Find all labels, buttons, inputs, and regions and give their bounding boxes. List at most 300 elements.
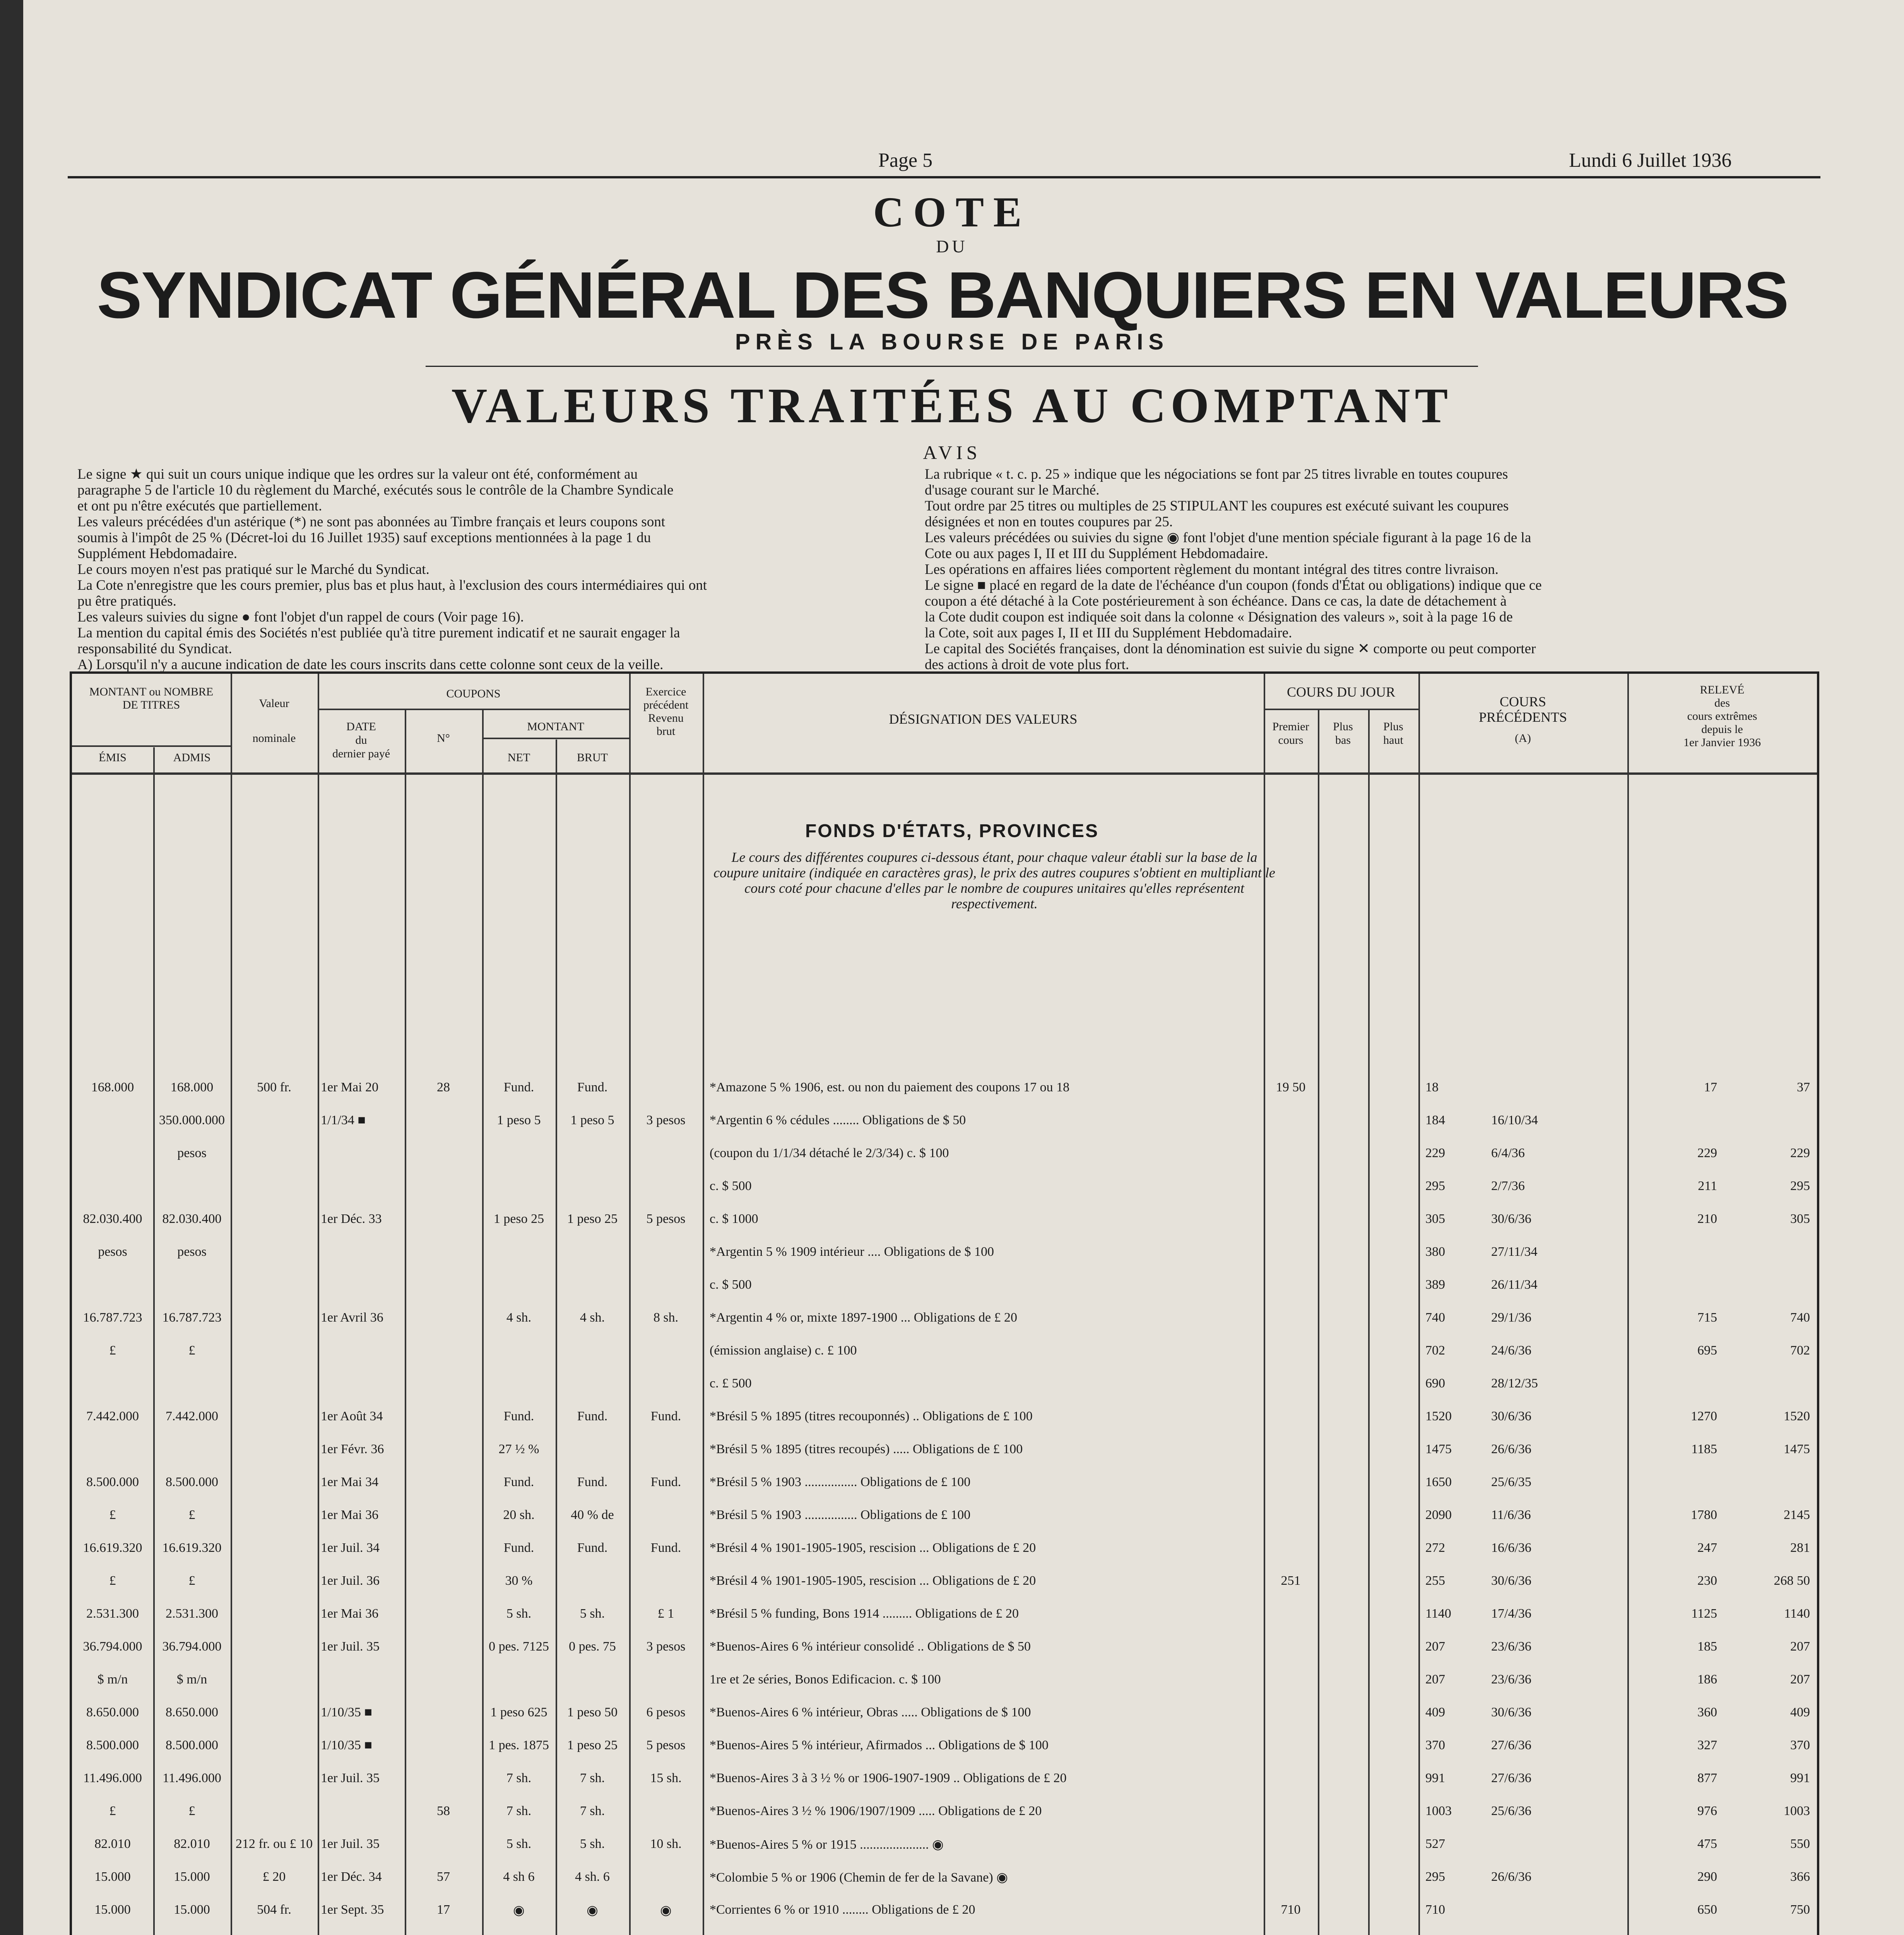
cell-desig: *Buenos-Aires 6 % intérieur, Obras ..... Obligations de $ 100 bbox=[710, 1705, 1031, 1719]
syndicat-title: SYNDICAT GÉNÉRAL DES BANQUIERS EN VALEURS bbox=[97, 259, 1788, 332]
cell-net: Fund. bbox=[503, 1409, 534, 1423]
cell-pdate: 28/12/35 bbox=[1491, 1376, 1538, 1390]
cell-lo: 295 bbox=[1790, 1179, 1810, 1193]
avis-line: La Cote n'enregistre que les cours premier, plus bas et plus haut, à l'exclusion des cours intermédiaires qui ont bbox=[77, 577, 707, 593]
cell-no: 58 bbox=[437, 1804, 450, 1818]
cell-emis: 2.531.300 bbox=[86, 1606, 139, 1621]
col-dernier-paye: dernier payé bbox=[332, 747, 390, 760]
cell-desig: *Argentin 6 % cédules ........ Obligations de $ 50 bbox=[710, 1113, 966, 1127]
cell-no: 28 bbox=[437, 1080, 450, 1094]
col-bas: bas bbox=[1335, 734, 1351, 747]
cell-date: 1er Mai 34 bbox=[321, 1475, 379, 1489]
table-row bbox=[72, 1870, 1817, 1890]
avis-right-column bbox=[925, 466, 1815, 673]
cell-admis: 8.500.000 bbox=[166, 1475, 218, 1489]
cell-hi: 185 bbox=[1697, 1639, 1717, 1654]
cell-prec: 380 bbox=[1425, 1245, 1445, 1259]
cell-prec: 1475 bbox=[1425, 1442, 1452, 1456]
cell-emis: pesos bbox=[98, 1245, 127, 1259]
cell-pdate: 2/7/36 bbox=[1491, 1179, 1525, 1193]
col-revenu: Revenu bbox=[648, 712, 684, 724]
cell-nom: 500 fr. bbox=[257, 1080, 291, 1094]
avis-line: Les valeurs suivies du signe ● font l'objet d'un rappel de cours (Voir page 16). bbox=[77, 609, 524, 625]
cell-admis: 350.000.000 bbox=[159, 1113, 225, 1127]
cell-lo: 740 bbox=[1790, 1310, 1810, 1325]
cell-net: Fund. bbox=[503, 1541, 534, 1555]
cell-hi: 186 bbox=[1697, 1672, 1717, 1687]
cell-net: 20 sh. bbox=[503, 1508, 535, 1522]
cell-pdate: 23/6/36 bbox=[1491, 1672, 1531, 1687]
cell-hi: 211 bbox=[1698, 1179, 1717, 1193]
cell-emis: 16.787.723 bbox=[83, 1310, 142, 1325]
cell-lo: 550 bbox=[1790, 1837, 1810, 1851]
cell-prec: 389 bbox=[1425, 1277, 1445, 1292]
cell-emis: 11.496.000 bbox=[83, 1771, 142, 1785]
cell-date: 1er Juil. 36 bbox=[321, 1574, 380, 1588]
cell-desig: *Brésil 4 % 1901-1905-1905, rescision ... Obligations de £ 20 bbox=[710, 1574, 1036, 1588]
cell-admis: £ bbox=[188, 1508, 195, 1522]
cell-hi: 210 bbox=[1697, 1212, 1717, 1226]
cell-net: 30 % bbox=[505, 1574, 533, 1588]
cell-emis: 168.000 bbox=[91, 1080, 134, 1094]
col-premier: Premier bbox=[1272, 720, 1309, 733]
cell-pdate: 30/6/36 bbox=[1491, 1212, 1531, 1226]
cell-emis: £ bbox=[109, 1508, 116, 1522]
cell-no: 57 bbox=[437, 1870, 450, 1884]
cell-prec: 295 bbox=[1425, 1179, 1445, 1193]
cell-admis: 8.650.000 bbox=[166, 1705, 218, 1719]
cell-date: 1/10/35 ■ bbox=[321, 1738, 372, 1752]
table-row bbox=[72, 1113, 1817, 1134]
cell-admis: 16.787.723 bbox=[162, 1310, 222, 1325]
cell-emis: 82.030.400 bbox=[83, 1212, 142, 1226]
table-row bbox=[72, 1541, 1817, 1562]
avis-line: responsabilité du Syndicat. bbox=[77, 641, 232, 657]
avis-line: soumis à l'impôt de 25 % (Décret-loi du 16 Juillet 1935) sauf exceptions mentionnées à la page 1 du bbox=[77, 530, 651, 546]
col-precedents: PRÉCÉDENTS bbox=[1478, 709, 1567, 725]
cell-emis: 8.500.000 bbox=[86, 1738, 139, 1752]
cell-lo: 409 bbox=[1790, 1705, 1810, 1719]
cell-prem: 251 bbox=[1281, 1574, 1301, 1588]
table-row bbox=[72, 1738, 1817, 1759]
cell-emis: $ m/n bbox=[97, 1672, 128, 1687]
cell-date: 1er Déc. 33 bbox=[321, 1212, 382, 1226]
cell-prec: 207 bbox=[1425, 1672, 1445, 1687]
cell-lo: 305 bbox=[1790, 1212, 1810, 1226]
cell-prec: 295 bbox=[1425, 1870, 1445, 1884]
avis-left-column bbox=[77, 466, 905, 673]
col-cours-extremes: cours extrêmes bbox=[1687, 710, 1757, 723]
avis-line: Le signe ■ placé en regard de la date de l'échéance d'un coupon (fonds d'État ou obligations) indique que ce bbox=[925, 577, 1542, 593]
col-depuis: depuis le bbox=[1701, 723, 1743, 736]
cell-hi: 290 bbox=[1697, 1870, 1717, 1884]
cell-pdate: 16/10/34 bbox=[1491, 1113, 1538, 1127]
cell-net: 7 sh. bbox=[506, 1804, 532, 1818]
col-haut: haut bbox=[1383, 734, 1403, 747]
cell-admis: 82.010 bbox=[174, 1837, 210, 1851]
cell-desig: *Buenos-Aires 5 % or 1915 ..................... ◉ bbox=[710, 1837, 944, 1852]
cell-prec: 370 bbox=[1425, 1738, 1445, 1752]
cell-lo: 1475 bbox=[1784, 1442, 1810, 1456]
cell-prec: 710 bbox=[1425, 1902, 1445, 1917]
cell-desig: c. $ 500 bbox=[710, 1277, 752, 1292]
cell-desig: *Buenos-Aires 3 à 3 ½ % or 1906-1907-1909 .. Obligations de £ 20 bbox=[710, 1771, 1067, 1785]
cell-date: 1er Mai 36 bbox=[321, 1606, 379, 1621]
col-exercice: Exercice bbox=[645, 685, 686, 698]
cell-emis: £ bbox=[109, 1574, 116, 1588]
cell-brut: 1 peso 25 bbox=[567, 1212, 618, 1226]
col-montant: MONTANT ou NOMBRE bbox=[89, 685, 214, 698]
cell-emis: 15.000 bbox=[94, 1902, 131, 1917]
cell-desig: *Brésil 5 % 1903 ................ Obligations de £ 100 bbox=[710, 1475, 971, 1489]
cell-brut: 0 pes. 75 bbox=[569, 1639, 616, 1654]
col-plus-bas: Plus bbox=[1333, 720, 1353, 733]
cell-hi: 230 bbox=[1697, 1574, 1717, 1588]
cell-desig: *Brésil 5 % funding, Bons 1914 ......... Obligations de £ 20 bbox=[710, 1606, 1019, 1621]
cell-brut: 5 sh. bbox=[580, 1837, 605, 1851]
cell-rev: 3 pesos bbox=[646, 1639, 686, 1654]
table-row bbox=[72, 1508, 1817, 1529]
cell-pdate: 25/6/36 bbox=[1491, 1804, 1531, 1818]
cell-prec: 1650 bbox=[1425, 1475, 1452, 1489]
cell-no: 17 bbox=[437, 1902, 450, 1917]
cell-pdate: 26/6/36 bbox=[1491, 1870, 1531, 1884]
avis-line: Le capital des Sociétés françaises, dont la dénomination est suivie du signe ✕ comporte ou peut comporter bbox=[925, 641, 1536, 657]
header-rule bbox=[68, 176, 1820, 178]
cell-hi: 695 bbox=[1697, 1343, 1717, 1358]
cell-admis: $ m/n bbox=[176, 1672, 207, 1687]
avis-line: Le signe ★ qui suit un cours unique indique que les ordres sur la valeur ont été, conformément au bbox=[77, 466, 638, 482]
cell-brut: 4 sh. bbox=[580, 1310, 605, 1325]
du-title: DU bbox=[936, 236, 968, 256]
avis-line: Supplément Hebdomadaire. bbox=[77, 546, 238, 562]
cell-date: 1er Juil. 35 bbox=[321, 1771, 380, 1785]
table-row bbox=[72, 1146, 1817, 1167]
avis-line: A) Lorsqu'il n'y a aucune indication de date les cours inscrits dans cette colonne sont ceux de la veille. bbox=[77, 657, 664, 673]
cell-prec: 184 bbox=[1425, 1113, 1445, 1127]
cell-desig: *Buenos-Aires 6 % intérieur consolidé .. Obligations de $ 50 bbox=[710, 1639, 1031, 1654]
cell-prec: 690 bbox=[1425, 1376, 1445, 1390]
cell-brut: ◉ bbox=[587, 1903, 598, 1918]
cell-net: 1 peso 25 bbox=[493, 1212, 544, 1226]
table-row bbox=[72, 1277, 1817, 1298]
table-row bbox=[72, 1705, 1817, 1726]
cell-lo: 37 bbox=[1797, 1080, 1810, 1094]
cell-pdate: 30/6/36 bbox=[1491, 1409, 1531, 1423]
cell-lo: 229 bbox=[1790, 1146, 1810, 1160]
cell-desig: *Buenos-Aires 3 ½ % 1906/1907/1909 ..... Obligations de £ 20 bbox=[710, 1804, 1042, 1818]
cell-rev: 5 pesos bbox=[646, 1212, 686, 1226]
cell-brut: 5 sh. bbox=[580, 1606, 605, 1621]
cell-nom: 212 fr. ou £ 10 bbox=[235, 1837, 313, 1851]
col-emis: ÉMIS bbox=[99, 751, 127, 764]
cell-admis: 168.000 bbox=[170, 1080, 214, 1094]
cell-emis: 36.794.000 bbox=[83, 1639, 142, 1654]
cell-lo: 207 bbox=[1790, 1672, 1810, 1687]
table-row bbox=[72, 1310, 1817, 1331]
cell-prec: 991 bbox=[1425, 1771, 1445, 1785]
avis-line: Le cours moyen n'est pas pratiqué sur le Marché du Syndicat. bbox=[77, 562, 429, 577]
cell-hi: 976 bbox=[1697, 1804, 1717, 1818]
cell-desig: *Brésil 5 % 1895 (titres recouponnés) .. Obligations de £ 100 bbox=[710, 1409, 1033, 1423]
cell-emis: 82.010 bbox=[94, 1837, 131, 1851]
cell-brut: Fund. bbox=[577, 1409, 608, 1423]
cell-rev: 3 pesos bbox=[646, 1113, 686, 1127]
cell-desig: (coupon du 1/1/34 détaché le 2/3/34) c. $ 100 bbox=[710, 1146, 949, 1160]
avis-line: Cote ou aux pages I, II et III du Supplément Hebdomadaire. bbox=[925, 546, 1268, 562]
col-admis: ADMIS bbox=[173, 751, 211, 764]
col-de-titres: DE TITRES bbox=[122, 699, 180, 711]
section-note: Le cours des différentes coupures ci-dessous étant, pour chaque valeur établi sur la base de la coupure unitaire (indiquée en caractères gras), le prix des autres coupures s'obtient en multipliant le cours coté pour chacune d'elles par le nombre de coupures unitaires qu'elles représentent respectivement. bbox=[713, 849, 1275, 911]
table-row bbox=[72, 1475, 1817, 1496]
cell-rev: 15 sh. bbox=[650, 1771, 682, 1785]
cell-prec: 740 bbox=[1425, 1310, 1445, 1325]
cell-date: 1er Août 34 bbox=[321, 1409, 383, 1423]
cell-prec: 1520 bbox=[1425, 1409, 1452, 1423]
cell-pdate: 23/6/36 bbox=[1491, 1639, 1531, 1654]
cell-pdate: 27/6/36 bbox=[1491, 1771, 1531, 1785]
cell-brut: 40 % de bbox=[571, 1508, 614, 1522]
col-cours-prec: COURS bbox=[1499, 694, 1546, 709]
cell-desig: *Corrientes 6 % or 1910 ........ Obligations de £ 20 bbox=[710, 1902, 975, 1917]
cell-net: 1 peso 5 bbox=[497, 1113, 541, 1127]
cell-brut: 1 peso 5 bbox=[570, 1113, 614, 1127]
cell-hi: 229 bbox=[1697, 1146, 1717, 1160]
cell-net: 4 sh. bbox=[506, 1310, 532, 1325]
cell-prec: 272 bbox=[1425, 1541, 1445, 1555]
title-rule bbox=[426, 366, 1478, 367]
cell-pdate: 30/6/36 bbox=[1491, 1574, 1531, 1588]
cell-desig: *Argentin 4 % or, mixte 1897-1900 ... Obligations de £ 20 bbox=[710, 1310, 1018, 1325]
cell-emis: £ bbox=[109, 1804, 116, 1818]
cell-net: 5 sh. bbox=[506, 1606, 532, 1621]
cell-desig: *Brésil 4 % 1901-1905-1905, rescision ... Obligations de £ 20 bbox=[710, 1541, 1036, 1555]
cell-date: 1/10/35 ■ bbox=[321, 1705, 372, 1719]
col-janvier: 1er Janvier 1936 bbox=[1683, 736, 1761, 749]
cell-net: 1 pes. 1875 bbox=[489, 1738, 549, 1752]
header-rule bbox=[1264, 709, 1418, 710]
cell-desig: *Buenos-Aires 5 % intérieur, Afirmados ... Obligations de $ 100 bbox=[710, 1738, 1049, 1752]
table-row bbox=[72, 1574, 1817, 1594]
cell-desig: *Brésil 5 % 1903 ................ Obligations de £ 100 bbox=[710, 1508, 971, 1522]
cell-lo: 702 bbox=[1790, 1343, 1810, 1358]
cell-lo: 207 bbox=[1790, 1639, 1810, 1654]
cell-date: 1/1/34 ■ bbox=[321, 1113, 366, 1127]
cell-date: 1er Mai 36 bbox=[321, 1508, 379, 1522]
cell-lo: 1520 bbox=[1784, 1409, 1810, 1423]
cell-pdate: 26/11/34 bbox=[1491, 1277, 1538, 1292]
cell-hi: 247 bbox=[1697, 1541, 1717, 1555]
cell-lo: 1003 bbox=[1784, 1804, 1810, 1818]
cell-rev: £ 1 bbox=[657, 1606, 674, 1621]
col-coupons: COUPONS bbox=[446, 687, 501, 700]
cell-rev: Fund. bbox=[650, 1409, 681, 1423]
cell-rev: Fund. bbox=[650, 1475, 681, 1489]
cell-net: 5 sh. bbox=[506, 1837, 532, 1851]
cell-pdate: 29/1/36 bbox=[1491, 1310, 1531, 1325]
cell-admis: 16.619.320 bbox=[162, 1541, 222, 1555]
cell-desig: c. £ 500 bbox=[710, 1376, 752, 1390]
col-montant-coupon: MONTANT bbox=[527, 720, 584, 733]
cell-net: Fund. bbox=[503, 1475, 534, 1489]
col-no: N° bbox=[437, 732, 450, 745]
table-row bbox=[72, 1376, 1817, 1397]
table-row bbox=[72, 1343, 1817, 1364]
cell-lo: 750 bbox=[1790, 1902, 1810, 1917]
table-row bbox=[72, 1080, 1817, 1101]
cell-pdate: 30/6/36 bbox=[1491, 1705, 1531, 1719]
header-rule bbox=[318, 709, 629, 710]
cell-date: 1er Déc. 34 bbox=[321, 1870, 382, 1884]
cell-hi: 650 bbox=[1697, 1902, 1717, 1917]
table-row bbox=[72, 1442, 1817, 1463]
cell-prec: 527 bbox=[1425, 1837, 1445, 1851]
cell-prec: 229 bbox=[1425, 1146, 1445, 1160]
cell-admis: 15.000 bbox=[174, 1902, 210, 1917]
cell-net: 4 sh 6 bbox=[503, 1870, 535, 1884]
cell-pdate: 11/6/36 bbox=[1491, 1508, 1531, 1522]
cell-desig: c. $ 1000 bbox=[710, 1212, 758, 1226]
cell-admis: 11.496.000 bbox=[163, 1771, 221, 1785]
col-date: DATE bbox=[346, 720, 376, 733]
table-row bbox=[72, 1672, 1817, 1693]
table-row bbox=[72, 1245, 1817, 1265]
cell-prem: 19 50 bbox=[1276, 1080, 1306, 1094]
cell-emis: 16.619.320 bbox=[83, 1541, 142, 1555]
cell-emis: 7.442.000 bbox=[86, 1409, 139, 1423]
avis-line: La mention du capital émis des Sociétés n'est publiée qu'à titre purement indicatif et ne saurait engager la bbox=[77, 625, 680, 641]
cell-emis: 8.650.000 bbox=[86, 1705, 139, 1719]
cell-pdate: 6/4/36 bbox=[1491, 1146, 1525, 1160]
avis-line: désignées et non en toutes coupures par 25. bbox=[925, 514, 1173, 530]
cell-prec: 305 bbox=[1425, 1212, 1445, 1226]
cell-emis: 8.500.000 bbox=[86, 1475, 139, 1489]
cell-prec: 207 bbox=[1425, 1639, 1445, 1654]
cell-admis: 15.000 bbox=[174, 1870, 210, 1884]
col-releve: RELEVÉ bbox=[1700, 683, 1745, 696]
cell-brut: Fund. bbox=[577, 1475, 608, 1489]
cell-brut: 1 peso 25 bbox=[567, 1738, 618, 1752]
cell-prec: 409 bbox=[1425, 1705, 1445, 1719]
cell-date: 1er Sept. 35 bbox=[321, 1902, 384, 1917]
bourse-subtitle: PRÈS LA BOURSE DE PARIS bbox=[735, 329, 1169, 354]
cell-hi: 715 bbox=[1697, 1310, 1717, 1325]
cell-pdate: 17/4/36 bbox=[1491, 1606, 1531, 1621]
cell-hi: 360 bbox=[1697, 1705, 1717, 1719]
header-rule bbox=[72, 745, 231, 747]
section-heading: VALEURS TRAITÉES AU COMPTANT bbox=[451, 378, 1453, 433]
cell-net: 0 pes. 7125 bbox=[489, 1639, 549, 1654]
avis-line: coupon a été détaché à la Cote postérieurement à son échéance. Dans ce cas, la date de détachement à bbox=[925, 593, 1507, 609]
avis-line: pu être pratiqués. bbox=[77, 593, 176, 609]
avis-heading: AVIS bbox=[923, 442, 981, 463]
cell-lo: 366 bbox=[1790, 1870, 1810, 1884]
cell-desig: 1re et 2e séries, Bonos Edificacion. c. $ 100 bbox=[710, 1672, 941, 1687]
table-row bbox=[72, 1639, 1817, 1660]
avis-line: Tout ordre par 25 titres ou multiples de 25 STIPULANT les coupures est exécuté suivant les coupures bbox=[925, 498, 1509, 514]
cell-prec: 255 bbox=[1425, 1574, 1445, 1588]
table-row bbox=[72, 1212, 1817, 1233]
cell-desig: c. $ 500 bbox=[710, 1179, 752, 1193]
cell-date: 1er Févr. 36 bbox=[321, 1442, 384, 1456]
cell-desig: *Colombie 5 % or 1906 (Chemin de fer de la Savane) ◉ bbox=[710, 1870, 1008, 1885]
cell-lo: 268 50 bbox=[1774, 1574, 1810, 1588]
col-valeur: Valeur bbox=[259, 697, 289, 710]
col-a: (A) bbox=[1515, 732, 1531, 745]
table-row bbox=[72, 1902, 1817, 1923]
cell-pdate: 25/6/35 bbox=[1491, 1475, 1531, 1489]
cell-admis: 2.531.300 bbox=[166, 1606, 218, 1621]
cell-lo: 281 bbox=[1790, 1541, 1810, 1555]
cell-rev: 10 sh. bbox=[650, 1837, 682, 1851]
col-des: des bbox=[1714, 697, 1730, 709]
col-brut2: brut bbox=[656, 725, 676, 738]
table-row bbox=[72, 1804, 1817, 1825]
cell-net: ◉ bbox=[513, 1903, 525, 1918]
cell-pdate: 24/6/36 bbox=[1491, 1343, 1531, 1358]
cell-pdate: 27/11/34 bbox=[1491, 1245, 1538, 1259]
page-number: Page 5 bbox=[878, 149, 933, 171]
col-brut: BRUT bbox=[577, 751, 608, 764]
cell-brut: 4 sh. 6 bbox=[575, 1870, 610, 1884]
table-row bbox=[72, 1606, 1817, 1627]
cell-hi: 1780 bbox=[1691, 1508, 1717, 1522]
cell-date: 1er Juil. 35 bbox=[321, 1639, 380, 1654]
section-title: FONDS D'ÉTATS, PROVINCES bbox=[805, 821, 1099, 841]
cell-brut: Fund. bbox=[577, 1541, 608, 1555]
cell-admis: pesos bbox=[177, 1146, 207, 1160]
cell-net: 1 peso 625 bbox=[490, 1705, 547, 1719]
avis-line: des actions à droit de vote plus fort. bbox=[925, 657, 1129, 673]
col-cours: cours bbox=[1278, 734, 1304, 747]
cell-brut: Fund. bbox=[577, 1080, 608, 1094]
col-nominale: nominale bbox=[252, 732, 296, 745]
cell-prem: 710 bbox=[1281, 1902, 1301, 1917]
cell-hi: 475 bbox=[1697, 1837, 1717, 1851]
cell-lo: 2145 bbox=[1784, 1508, 1810, 1522]
cell-pdate: 26/6/36 bbox=[1491, 1442, 1531, 1456]
cell-date: 1er Mai 20 bbox=[321, 1080, 379, 1094]
col-du: du bbox=[355, 734, 367, 747]
cell-admis: £ bbox=[188, 1804, 195, 1818]
cell-emis: 15.000 bbox=[94, 1870, 131, 1884]
cell-prec: 2090 bbox=[1425, 1508, 1452, 1522]
col-plus-haut: Plus bbox=[1383, 720, 1403, 733]
cell-rev: Fund. bbox=[650, 1541, 681, 1555]
col-precedent: précédent bbox=[643, 699, 689, 711]
cell-rev: ◉ bbox=[660, 1903, 672, 1918]
table-row bbox=[72, 1771, 1817, 1792]
avis-line: d'usage courant sur le Marché. bbox=[925, 482, 1100, 498]
cell-prec: 702 bbox=[1425, 1343, 1445, 1358]
cell-brut: 1 peso 50 bbox=[567, 1705, 618, 1719]
avis-line: Les valeurs précédées ou suivies du signe ◉ font l'objet d'une mention spéciale figurant à la page 16 de la bbox=[925, 530, 1531, 546]
cell-date: 1er Avril 36 bbox=[321, 1310, 383, 1325]
cell-desig: *Argentin 5 % 1909 intérieur .... Obligations de $ 100 bbox=[710, 1245, 994, 1259]
header-bottom-rule bbox=[72, 772, 1817, 775]
cell-prec: 1003 bbox=[1425, 1804, 1452, 1818]
cell-net: 27 ½ % bbox=[498, 1442, 539, 1456]
cell-prec: 18 bbox=[1425, 1080, 1439, 1094]
cell-lo: 991 bbox=[1790, 1771, 1810, 1785]
cell-brut: 7 sh. bbox=[580, 1771, 605, 1785]
cell-hi: 877 bbox=[1697, 1771, 1717, 1785]
cell-hi: 1270 bbox=[1691, 1409, 1717, 1423]
cell-admis: 82.030.400 bbox=[162, 1212, 222, 1226]
cell-net: Fund. bbox=[503, 1080, 534, 1094]
cell-net: 7 sh. bbox=[506, 1771, 532, 1785]
table-row bbox=[72, 1409, 1817, 1430]
